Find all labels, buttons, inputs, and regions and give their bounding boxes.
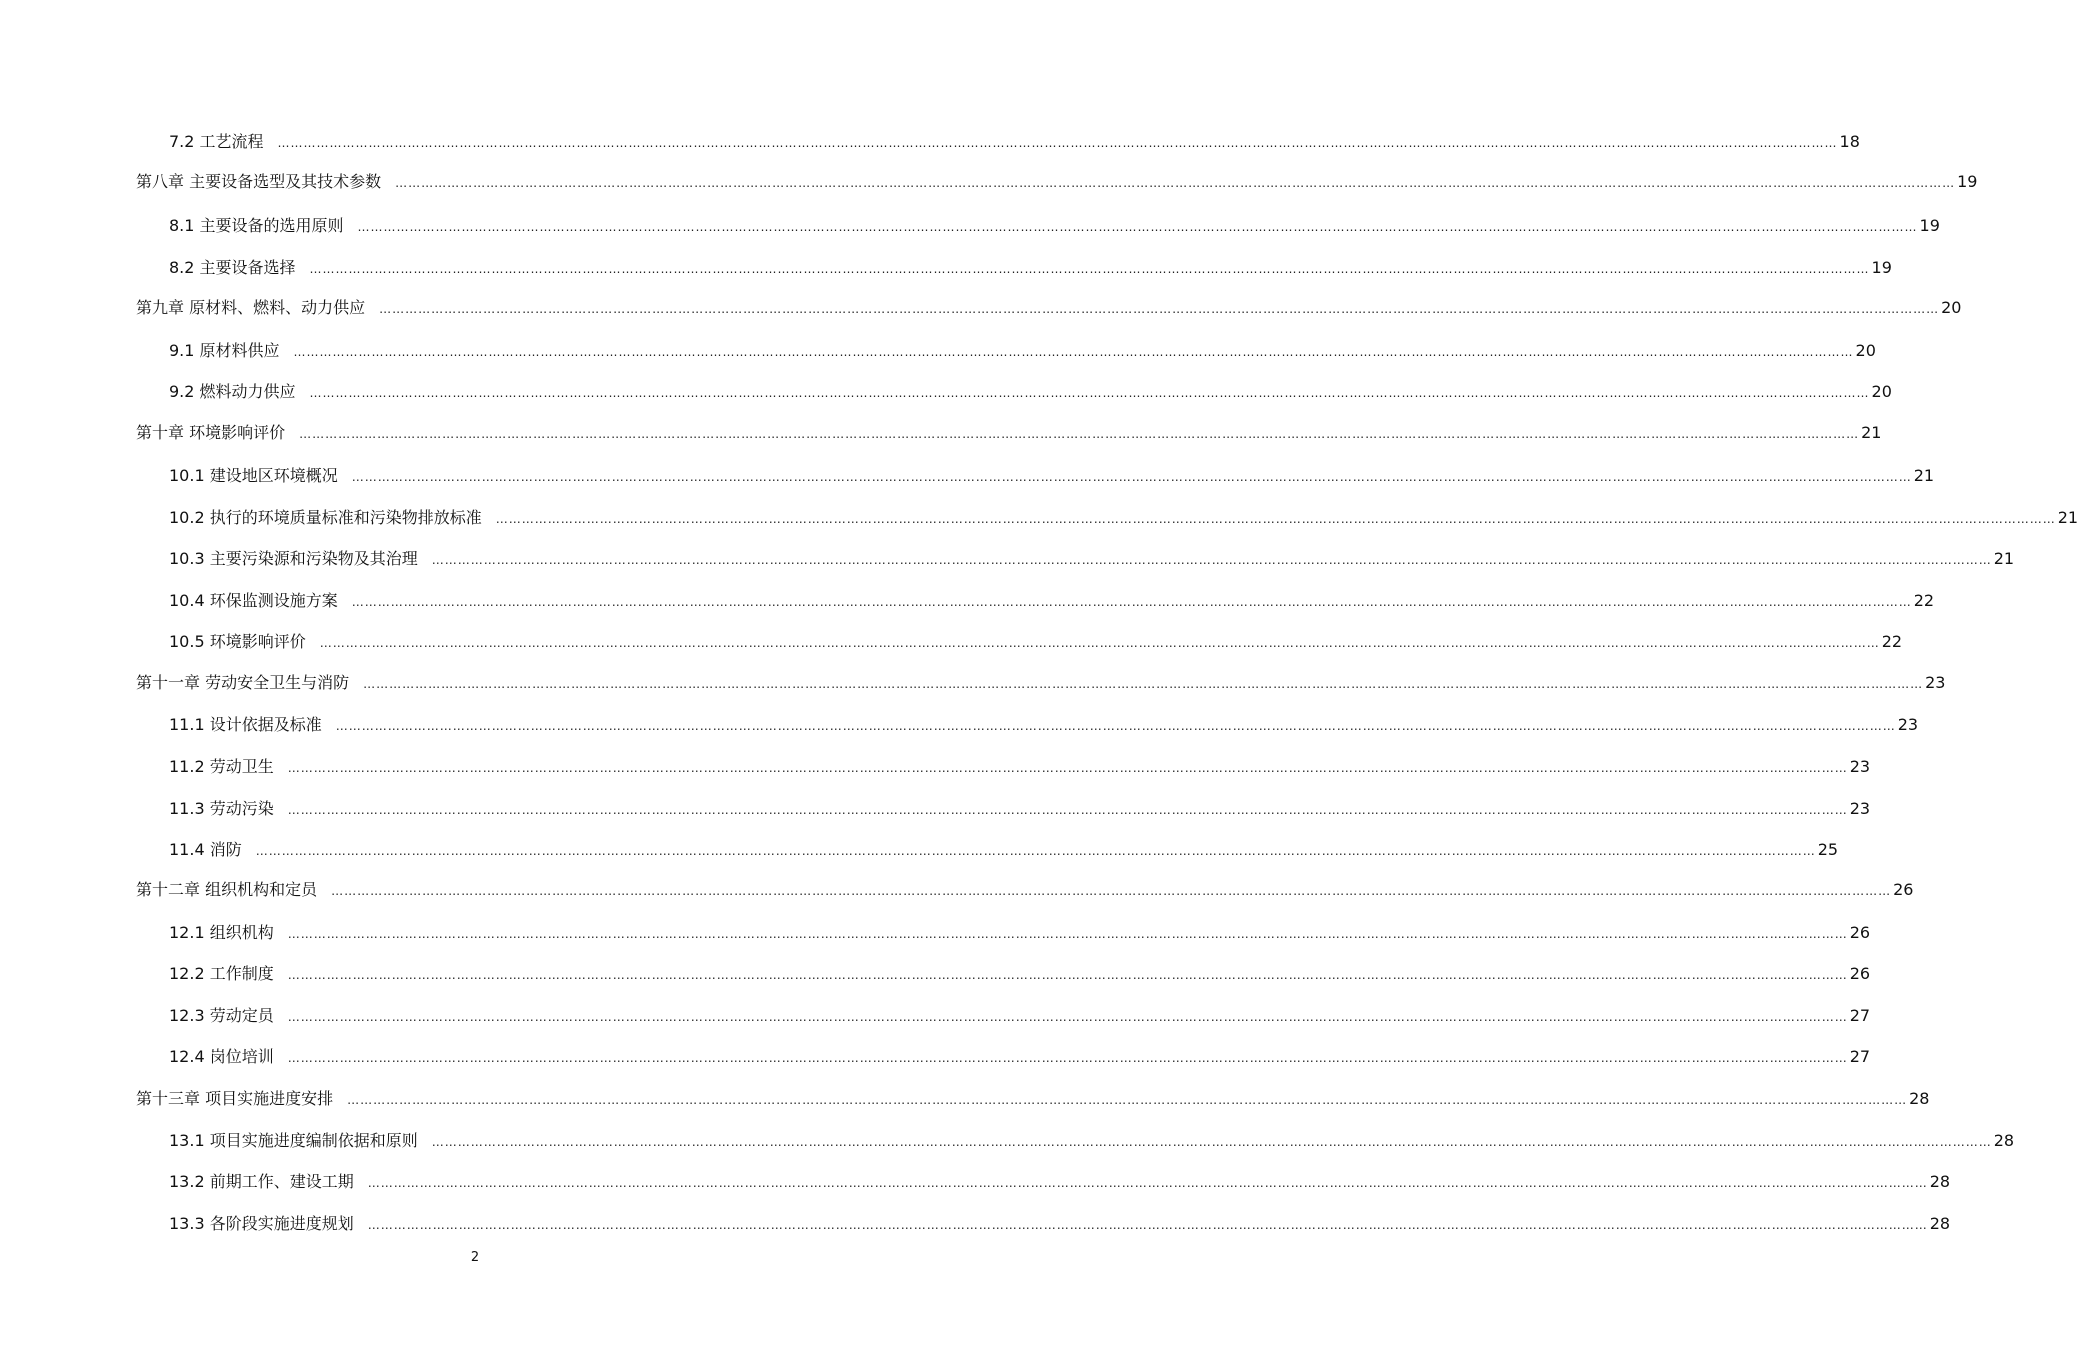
toc-entry-page: 18 xyxy=(1839,132,1860,151)
toc-entry-page: 26 xyxy=(1893,880,1914,899)
toc-entry-title: 第九章 原材料、燃料、动力供应 xyxy=(136,298,366,317)
dot-leader: ……………………………………………………………………………………………………………………………………………………………………………………………………………………………………………………………………………………………………………………………… xyxy=(277,136,1838,150)
toc-entry-page: 21 xyxy=(1861,423,1882,442)
dot-leader: ……………………………………………………………………………………………………………………………………………………………………………………………………………………………………………………………………………………………………………………………… xyxy=(495,512,2056,526)
dot-leader: ……………………………………………………………………………………………………………………………………………………………………………………………………………………………………………………………………………………………………………………………… xyxy=(367,1218,1928,1232)
toc-section-entry[interactable] xyxy=(169,714,1919,737)
toc-entry-title: 12.2 工作制度 xyxy=(169,964,274,983)
toc-entry-title: 10.4 环保监测设施方案 xyxy=(169,591,338,610)
toc-entry-title: 第十二章 组织机构和定员 xyxy=(136,880,318,899)
dot-leader: ……………………………………………………………………………………………………………………………………………………………………………………………………………………………………………………………………………………………………………………………… xyxy=(367,1176,1928,1190)
toc-entry-page: 23 xyxy=(1925,673,1946,692)
toc-entry-page: 20 xyxy=(1855,341,1876,360)
toc-section-entry[interactable] xyxy=(169,548,2015,571)
toc-entry-title: 9.1 原材料供应 xyxy=(169,341,280,360)
dot-leader: ……………………………………………………………………………………………………………………………………………………………………………………………………………………………………………………………………………………………………………………………… xyxy=(395,176,1956,190)
toc-entry-title: 10.2 执行的环境质量标准和污染物排放标准 xyxy=(169,508,482,527)
dot-leader: ……………………………………………………………………………………………………………………………………………………………………………………………………………………………………………………………………………………………………………………………… xyxy=(287,1051,1848,1065)
dot-leader: ……………………………………………………………………………………………………………………………………………………………………………………………………………………………………………………………………………………………………………………………… xyxy=(335,719,1896,733)
dot-leader: ……………………………………………………………………………………………………………………………………………………………………………………………………………………………………………………………………………………………………………………………… xyxy=(293,345,1854,359)
toc-section-entry[interactable] xyxy=(169,1005,1871,1028)
toc-entry-page: 23 xyxy=(1849,799,1871,818)
dot-leader: ……………………………………………………………………………………………………………………………………………………………………………………………………………………………………………………………………………………………………………………………… xyxy=(379,302,1940,316)
toc-entry-title: 10.1 建设地区环境概况 xyxy=(169,466,338,485)
toc-entry-page: 21 xyxy=(1993,549,2015,568)
toc-entry-page: 19 xyxy=(1957,172,1978,191)
toc-section-entry[interactable] xyxy=(169,590,1935,613)
toc-section-entry[interactable] xyxy=(169,1213,1951,1236)
toc-entry-page: 22 xyxy=(1913,591,1935,610)
dot-leader: ……………………………………………………………………………………………………………………………………………………………………………………………………………………………………………………………………………………………………………………………… xyxy=(255,844,1816,858)
toc-entry-title: 11.3 劳动污染 xyxy=(169,799,274,818)
toc-entry-page: 25 xyxy=(1817,840,1839,859)
dot-leader: ……………………………………………………………………………………………………………………………………………………………………………………………………………………………………………………………………………………………………………………………… xyxy=(309,386,1870,400)
toc-entry-title: 10.5 环境影响评价 xyxy=(169,632,306,651)
toc-section-entry[interactable] xyxy=(169,756,1871,779)
toc-chapter-entry[interactable] xyxy=(136,422,1882,445)
toc-entry-page: 27 xyxy=(1849,1006,1871,1025)
toc-section-entry[interactable] xyxy=(169,507,2078,530)
toc-chapter-entry[interactable] xyxy=(136,171,1978,194)
dot-leader: ……………………………………………………………………………………………………………………………………………………………………………………………………………………………………………………………………………………………………………………………… xyxy=(331,884,1892,898)
toc-section-entry[interactable] xyxy=(169,963,1871,986)
dot-leader: ……………………………………………………………………………………………………………………………………………………………………………………………………………………………………………………………………………………………………………………………… xyxy=(319,636,1880,650)
toc-entry-title: 13.2 前期工作、建设工期 xyxy=(169,1172,354,1191)
toc-entry-page: 26 xyxy=(1849,923,1871,942)
dot-leader: ……………………………………………………………………………………………………………………………………………………………………………………………………………………………………………………………………………………………………………………………… xyxy=(287,968,1848,982)
toc-chapter-entry[interactable] xyxy=(136,1088,1930,1111)
toc-entry-page: 19 xyxy=(1871,258,1892,277)
toc-section-entry[interactable] xyxy=(169,1171,1951,1194)
toc-section-entry[interactable] xyxy=(169,631,1903,654)
toc-section-entry[interactable] xyxy=(169,381,1892,404)
dot-leader: ……………………………………………………………………………………………………………………………………………………………………………………………………………………………………………………………………………………………………………………………… xyxy=(431,553,1992,567)
toc-section-entry[interactable] xyxy=(169,1046,1871,1069)
toc-entry-page: 27 xyxy=(1849,1047,1871,1066)
toc-section-entry[interactable] xyxy=(169,131,1860,154)
toc-entry-title: 9.2 燃料动力供应 xyxy=(169,382,296,401)
toc-entry-page: 28 xyxy=(1929,1214,1951,1233)
toc-section-entry[interactable] xyxy=(169,340,1876,363)
page-number: 2 xyxy=(470,1250,480,1265)
toc-entry-page: 22 xyxy=(1881,632,1903,651)
toc-section-entry[interactable] xyxy=(169,1130,2015,1153)
toc-entry-title: 第十章 环境影响评价 xyxy=(136,423,286,442)
toc-section-entry[interactable] xyxy=(169,839,1839,862)
toc-chapter-entry[interactable] xyxy=(136,672,1946,695)
toc-entry-page: 28 xyxy=(1929,1172,1951,1191)
dot-leader: ……………………………………………………………………………………………………………………………………………………………………………………………………………………………………………………………………………………………………………………………… xyxy=(351,595,1912,609)
toc-section-entry[interactable] xyxy=(169,257,1892,280)
toc-entry-title: 13.3 各阶段实施进度规划 xyxy=(169,1214,354,1233)
toc-entry-title: 12.4 岗位培训 xyxy=(169,1047,274,1066)
toc-section-entry[interactable] xyxy=(169,922,1871,945)
toc-entry-title: 11.1 设计依据及标准 xyxy=(169,715,322,734)
toc-section-entry[interactable] xyxy=(169,215,1940,238)
toc-entry-page: 20 xyxy=(1941,298,1962,317)
dot-leader: ……………………………………………………………………………………………………………………………………………………………………………………………………………………………………………………………………………………………………………………………… xyxy=(299,427,1860,441)
dot-leader: ……………………………………………………………………………………………………………………………………………………………………………………………………………………………………………………………………………………………………………………………… xyxy=(309,262,1870,276)
toc-entry-page: 26 xyxy=(1849,964,1871,983)
dot-leader: ……………………………………………………………………………………………………………………………………………………………………………………………………………………………………………………………………………………………………………………………… xyxy=(357,220,1918,234)
toc-entry-title: 10.3 主要污染源和污染物及其治理 xyxy=(169,549,418,568)
toc-entry-page: 20 xyxy=(1871,382,1892,401)
dot-leader: ……………………………………………………………………………………………………………………………………………………………………………………………………………………………………………………………………………………………………………………………… xyxy=(351,470,1912,484)
toc-entry-page: 28 xyxy=(1993,1131,2015,1150)
dot-leader: ……………………………………………………………………………………………………………………………………………………………………………………………………………………………………………………………………………………………………………………………… xyxy=(287,803,1848,817)
dot-leader: ……………………………………………………………………………………………………………………………………………………………………………………………………………………………………………………………………………………………………………………………… xyxy=(287,927,1848,941)
toc-entry-page: 21 xyxy=(1913,466,1935,485)
dot-leader: ……………………………………………………………………………………………………………………………………………………………………………………………………………………………………………………………………………………………………………………………… xyxy=(363,677,1924,691)
toc-entry-page: 21 xyxy=(2057,508,2078,527)
dot-leader: ……………………………………………………………………………………………………………………………………………………………………………………………………………………………………………………………………………………………………………………………… xyxy=(347,1093,1908,1107)
toc-section-entry[interactable] xyxy=(169,465,1935,488)
toc-chapter-entry[interactable] xyxy=(136,879,1914,902)
dot-leader: ……………………………………………………………………………………………………………………………………………………………………………………………………………………………………………………………………………………………………………………………… xyxy=(287,761,1848,775)
toc-entry-title: 第十一章 劳动安全卫生与消防 xyxy=(136,673,350,692)
toc-entry-title: 8.2 主要设备选择 xyxy=(169,258,296,277)
dot-leader: ……………………………………………………………………………………………………………………………………………………………………………………………………………………………………………………………………………………………………………………………… xyxy=(431,1135,1992,1149)
toc-entry-page: 19 xyxy=(1919,216,1940,235)
toc-entry-title: 7.2 工艺流程 xyxy=(169,132,264,151)
toc-entry-title: 11.2 劳动卫生 xyxy=(169,757,274,776)
toc-entry-title: 12.1 组织机构 xyxy=(169,923,274,942)
toc-entry-page: 23 xyxy=(1849,757,1871,776)
toc-chapter-entry[interactable] xyxy=(136,297,1962,320)
toc-entry-title: 12.3 劳动定员 xyxy=(169,1006,274,1025)
toc-entry-title: 8.1 主要设备的选用原则 xyxy=(169,216,344,235)
toc-entry-page: 23 xyxy=(1897,715,1919,734)
toc-entry-title: 第十三章 项目实施进度安排 xyxy=(136,1089,334,1108)
toc-section-entry[interactable] xyxy=(169,798,1871,821)
toc-entry-title: 11.4 消防 xyxy=(169,840,242,859)
dot-leader: ……………………………………………………………………………………………………………………………………………………………………………………………………………………………………………………………………………………………………………………………… xyxy=(287,1010,1848,1024)
toc-entry-page: 28 xyxy=(1909,1089,1930,1108)
toc-entry-title: 第八章 主要设备选型及其技术参数 xyxy=(136,172,382,191)
toc-entry-title: 13.1 项目实施进度编制依据和原则 xyxy=(169,1131,418,1150)
